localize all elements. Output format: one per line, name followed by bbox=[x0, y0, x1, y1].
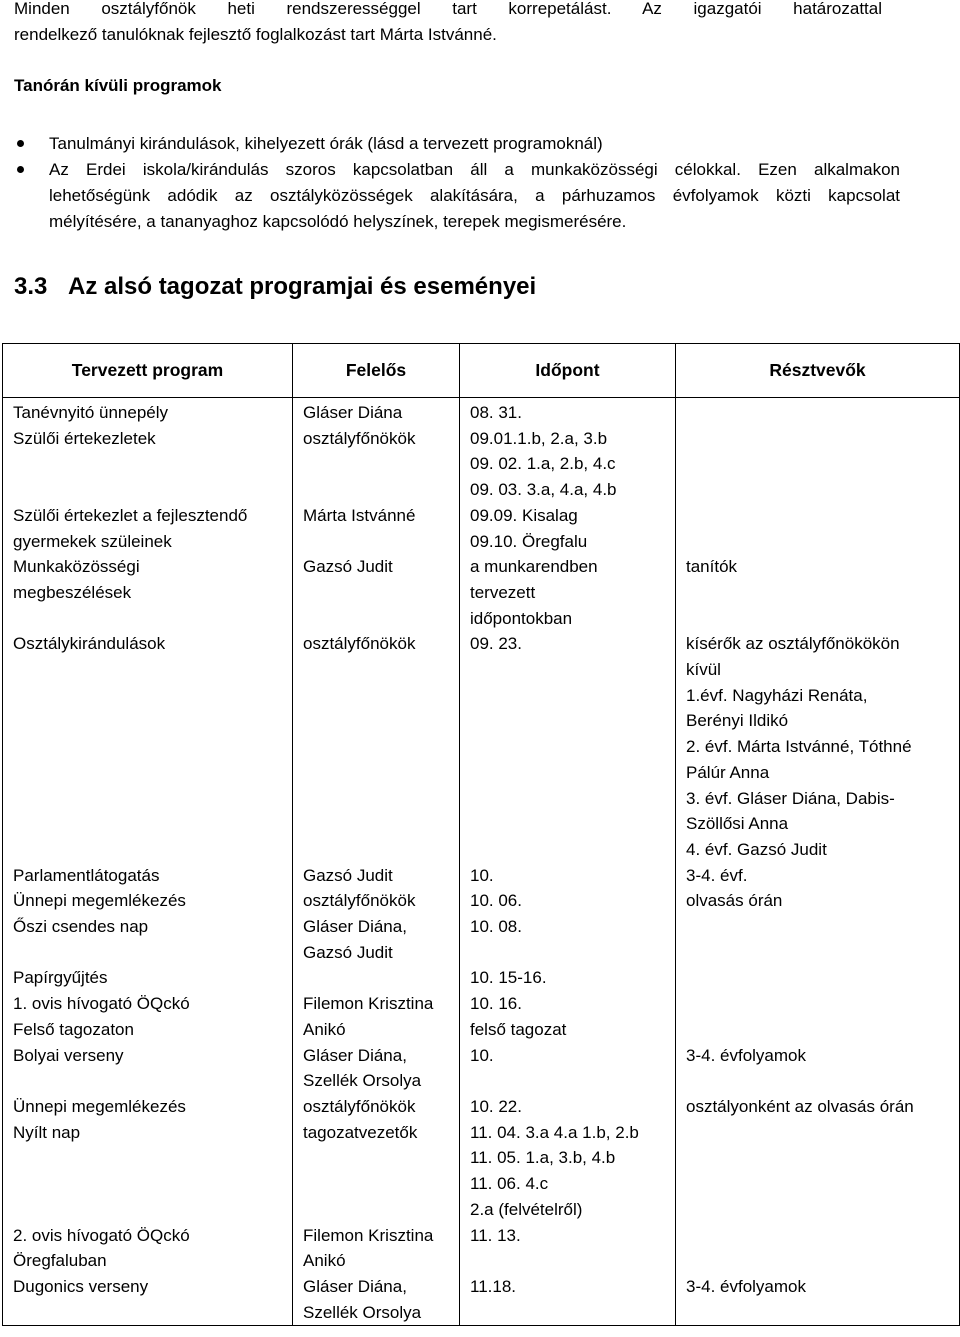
table-row bbox=[3, 503, 960, 554]
table-row bbox=[3, 914, 960, 965]
cell-program-line: Ünnepi megemlékezés bbox=[13, 1096, 186, 1116]
cell-idopont-line: időpontokban bbox=[470, 608, 573, 628]
cell-resztvevok bbox=[676, 503, 960, 554]
cell-resztvevok-line: 4. évf. Gazsó Judit bbox=[686, 839, 827, 859]
cell-felelos bbox=[293, 914, 460, 965]
cell-felelos-line: osztályfőnökök bbox=[303, 428, 416, 448]
header-program: Tervezett program bbox=[3, 344, 293, 398]
cell-idopont-line: 10. bbox=[470, 1045, 494, 1065]
cell-program bbox=[3, 965, 293, 991]
cell-idopont-line: 11. 06. 4.c bbox=[470, 1174, 549, 1194]
cell-idopont-line: 11.18. bbox=[470, 1276, 517, 1296]
table-row bbox=[3, 631, 960, 862]
cell-idopont bbox=[460, 1274, 676, 1326]
cell-program bbox=[3, 1043, 293, 1094]
table-row bbox=[3, 398, 960, 426]
cell-resztvevok-line: Szöllősi Anna bbox=[686, 814, 789, 834]
cell-program-line: gyermekek szüleinek bbox=[13, 531, 172, 551]
cell-felelos-line: Gazsó Judit bbox=[303, 942, 393, 962]
cell-felelos bbox=[293, 1223, 460, 1274]
cell-idopont-line: 10. bbox=[470, 865, 494, 885]
cell-resztvevok-line: Pálúr Anna bbox=[686, 762, 770, 782]
cell-program bbox=[3, 1094, 293, 1120]
cell-program bbox=[3, 631, 293, 862]
cell-resztvevok-line: 3-4. évfolyamok bbox=[686, 1045, 806, 1065]
cell-program-line: Őszi csendes nap bbox=[13, 917, 149, 937]
cell-felelos-line: Gláser Diána bbox=[303, 403, 403, 422]
cell-felelos bbox=[293, 554, 460, 631]
table-row bbox=[3, 426, 960, 503]
cell-idopont bbox=[460, 631, 676, 862]
table-body bbox=[3, 398, 960, 1326]
cell-resztvevok bbox=[676, 631, 960, 862]
cell-idopont bbox=[460, 426, 676, 503]
table-row bbox=[3, 1094, 960, 1120]
bullet-item bbox=[0, 131, 900, 157]
table-row bbox=[3, 554, 960, 631]
cell-program bbox=[3, 1274, 293, 1326]
header-resztvevok: Résztvevők bbox=[676, 344, 960, 398]
table-row bbox=[3, 863, 960, 889]
cell-resztvevok-line: 1.évf. Nagyházi Renáta, bbox=[686, 685, 868, 705]
cell-idopont-line: 10. 06. bbox=[470, 891, 522, 911]
cell-program-line: Bolyai verseny bbox=[13, 1045, 124, 1065]
cell-idopont bbox=[460, 965, 676, 991]
cell-idopont-line: 09. 02. 1.a, 2.b, 4.c bbox=[470, 454, 616, 474]
bullet-icon bbox=[17, 140, 24, 147]
table-row bbox=[3, 1274, 960, 1326]
table-row bbox=[3, 1120, 960, 1223]
cell-resztvevok-line: kísérők az osztályfőnökökön bbox=[686, 634, 900, 654]
cell-program-line: Ünnepi megemlékezés bbox=[13, 891, 186, 911]
cell-felelos-line: tagozatvezetők bbox=[303, 1122, 418, 1142]
cell-felelos-line: Filemon Krisztina bbox=[303, 994, 434, 1014]
cell-program-line: Tanévnyitó ünnepély bbox=[13, 403, 169, 422]
cell-program-line: Szülői értekezletek bbox=[13, 428, 156, 448]
section-title: Az alsó tagozat programjai és eseményei bbox=[68, 273, 537, 300]
cell-program-line: 2. ovis hívogató ÖQckó bbox=[13, 1225, 190, 1245]
cell-felelos bbox=[293, 991, 460, 1042]
bullet-list bbox=[0, 131, 900, 235]
cell-idopont-line: 10. 16. bbox=[470, 994, 522, 1014]
cell-felelos-line: osztályfőnökök bbox=[303, 891, 416, 911]
cell-felelos bbox=[293, 503, 460, 554]
cell-idopont-line: 10. 15-16. bbox=[470, 968, 547, 988]
cell-program bbox=[3, 398, 293, 426]
cell-program-line: 1. ovis hívogató ÖQckó bbox=[13, 994, 190, 1014]
cell-felelos-line: Anikó bbox=[303, 1019, 346, 1039]
cell-resztvevok bbox=[676, 888, 960, 914]
cell-felelos-line: Gláser Diána, bbox=[303, 917, 407, 937]
cell-idopont bbox=[460, 1094, 676, 1120]
cell-idopont bbox=[460, 863, 676, 889]
cell-program-line: Felső tagozaton bbox=[13, 1019, 134, 1039]
cell-felelos bbox=[293, 1043, 460, 1094]
cell-program-line: megbeszélések bbox=[13, 582, 132, 602]
cell-idopont-line: 09.01.1.b, 2.a, 3.b bbox=[470, 428, 608, 448]
cell-resztvevok-line: 2. évf. Márta Istvánné, Tóthné bbox=[686, 737, 912, 757]
cell-idopont-line: tervezett bbox=[470, 582, 536, 602]
cell-felelos bbox=[293, 965, 460, 991]
cell-idopont bbox=[460, 914, 676, 965]
table-header-row bbox=[3, 344, 960, 398]
table-row bbox=[3, 991, 960, 1042]
cell-felelos bbox=[293, 888, 460, 914]
cell-resztvevok-line: olvasás órán bbox=[686, 891, 783, 911]
cell-resztvevok bbox=[676, 398, 960, 426]
cell-idopont-line: 2.a (felvételről) bbox=[470, 1199, 583, 1219]
cell-idopont bbox=[460, 1223, 676, 1274]
cell-program bbox=[3, 426, 293, 503]
cell-felelos bbox=[293, 398, 460, 426]
cell-resztvevok bbox=[676, 1043, 960, 1094]
bullet-line: mélyítésére, a tananyaghoz kapcsolódó helyszínek, terepek megismerésére. bbox=[49, 212, 627, 231]
cell-felelos bbox=[293, 426, 460, 503]
cell-program-line: Papírgyűjtés bbox=[13, 968, 108, 988]
cell-resztvevok bbox=[676, 426, 960, 503]
cell-idopont bbox=[460, 1043, 676, 1094]
cell-program bbox=[3, 1223, 293, 1274]
cell-idopont bbox=[460, 888, 676, 914]
cell-resztvevok bbox=[676, 863, 960, 889]
cell-resztvevok bbox=[676, 1094, 960, 1120]
bullet-item bbox=[0, 157, 900, 235]
table-row bbox=[3, 888, 960, 914]
cell-felelos bbox=[293, 863, 460, 889]
cell-idopont-line: 08. 31. bbox=[470, 403, 522, 422]
cell-program-line: Dugonics verseny bbox=[13, 1276, 149, 1296]
cell-resztvevok-line: osztályonként az olvasás órán bbox=[686, 1096, 914, 1116]
cell-felelos bbox=[293, 1094, 460, 1120]
cell-idopont bbox=[460, 1120, 676, 1223]
table-row bbox=[3, 1223, 960, 1274]
cell-felelos bbox=[293, 1274, 460, 1326]
cell-idopont-line: felső tagozat bbox=[470, 1019, 567, 1039]
cell-idopont-line: 09.10. Öregfalu bbox=[470, 531, 588, 551]
cell-program-line: Munkaközösségi bbox=[13, 557, 140, 577]
table-row bbox=[3, 1043, 960, 1094]
cell-idopont-line: 11. 04. 3.a 4.a 1.b, 2.b bbox=[470, 1122, 639, 1142]
cell-felelos-line: Gláser Diána, bbox=[303, 1276, 407, 1296]
cell-program bbox=[3, 1120, 293, 1223]
cell-idopont-line: 09. 23. bbox=[470, 634, 522, 654]
bullet-line: Tanulmányi kirándulások, kihelyezett órák (lásd a tervezett programoknál) bbox=[49, 134, 603, 153]
cell-idopont-line: 09. 03. 3.a, 4.a, 4.b bbox=[470, 480, 617, 500]
cell-program bbox=[3, 863, 293, 889]
cell-felelos bbox=[293, 631, 460, 862]
cell-resztvevok bbox=[676, 1223, 960, 1274]
cell-resztvevok-line: Berényi Ildikó bbox=[686, 711, 789, 731]
intro-line-1: Minden osztályfőnök heti rendszerességgel tart korrepetálást. Az igazgatói határozattal bbox=[14, 0, 882, 18]
cell-program bbox=[3, 503, 293, 554]
cell-idopont-line: 10. 22. bbox=[470, 1096, 522, 1116]
cell-felelos-line: Anikó bbox=[303, 1251, 346, 1271]
cell-felelos-line: osztályfőnökök bbox=[303, 634, 416, 654]
cell-idopont bbox=[460, 503, 676, 554]
cell-resztvevok-line: kívül bbox=[686, 660, 721, 680]
cell-program bbox=[3, 888, 293, 914]
cell-felelos-line: Gazsó Judit bbox=[303, 865, 393, 885]
cell-resztvevok-line: 3. évf. Gláser Diána, Dabis- bbox=[686, 788, 895, 808]
cell-idopont-line: 11. 13. bbox=[470, 1225, 521, 1245]
cell-resztvevok bbox=[676, 991, 960, 1042]
cell-resztvevok bbox=[676, 554, 960, 631]
cell-resztvevok bbox=[676, 965, 960, 991]
intro-line-2: rendelkező tanulóknak fejlesztő foglalkozást tart Márta Istvánné. bbox=[14, 25, 497, 44]
header-felelos: Felelős bbox=[293, 344, 460, 398]
header-idopont: Időpont bbox=[460, 344, 676, 398]
section-heading bbox=[14, 271, 536, 303]
cell-program-line: Öregfaluban bbox=[13, 1251, 107, 1271]
cell-felelos-line: osztályfőnökök bbox=[303, 1096, 416, 1116]
program-table bbox=[2, 343, 960, 1326]
cell-felelos-line: Gazsó Judit bbox=[303, 557, 393, 577]
cell-resztvevok-line: 3-4. évf. bbox=[686, 865, 748, 885]
cell-program bbox=[3, 991, 293, 1042]
cell-felelos bbox=[293, 1120, 460, 1223]
bullet-icon bbox=[17, 166, 24, 173]
cell-idopont bbox=[460, 554, 676, 631]
subheading: Tanórán kívüli programok bbox=[14, 76, 222, 95]
cell-idopont bbox=[460, 398, 676, 426]
cell-program bbox=[3, 554, 293, 631]
cell-resztvevok-line: tanítók bbox=[686, 557, 738, 577]
section-number: 3.3 bbox=[14, 273, 48, 300]
table-row bbox=[3, 965, 960, 991]
intro-paragraph bbox=[14, 0, 882, 48]
cell-idopont-line: 09.09. Kisalag bbox=[470, 505, 578, 525]
cell-idopont-line: 10. 08. bbox=[470, 917, 522, 937]
bullet-line: Az Erdei iskola/kirándulás szoros kapcsolatban áll a munkaközösségi célokkal. Ezen alkalmakon bbox=[49, 160, 900, 179]
cell-idopont bbox=[460, 991, 676, 1042]
cell-resztvevok-line: 3-4. évfolyamok bbox=[686, 1276, 806, 1296]
cell-resztvevok bbox=[676, 914, 960, 965]
cell-felelos-line: Márta Istvánné bbox=[303, 505, 416, 525]
cell-resztvevok bbox=[676, 1120, 960, 1223]
cell-idopont-line: 11. 05. 1.a, 3.b, 4.b bbox=[470, 1148, 616, 1168]
cell-program-line: Osztálykirándulások bbox=[13, 634, 166, 654]
cell-felelos-line: Szellék Orsolya bbox=[303, 1071, 422, 1091]
cell-resztvevok bbox=[676, 1274, 960, 1326]
cell-program-line: Nyílt nap bbox=[13, 1122, 81, 1142]
cell-felelos-line: Gláser Diána, bbox=[303, 1045, 407, 1065]
cell-program bbox=[3, 914, 293, 965]
cell-felelos-line: Szellék Orsolya bbox=[303, 1302, 422, 1322]
cell-felelos-line: Filemon Krisztina bbox=[303, 1225, 434, 1245]
cell-idopont-line: a munkarendben bbox=[470, 557, 598, 577]
bullet-line: lehetőségünk adódik az osztályközösségek alakítására, a párhuzamos évfolyamok közti kapcsolat bbox=[49, 186, 900, 205]
cell-program-line: Parlamentlátogatás bbox=[13, 865, 160, 885]
cell-program-line: Szülői értekezlet a fejlesztendő bbox=[13, 505, 248, 525]
